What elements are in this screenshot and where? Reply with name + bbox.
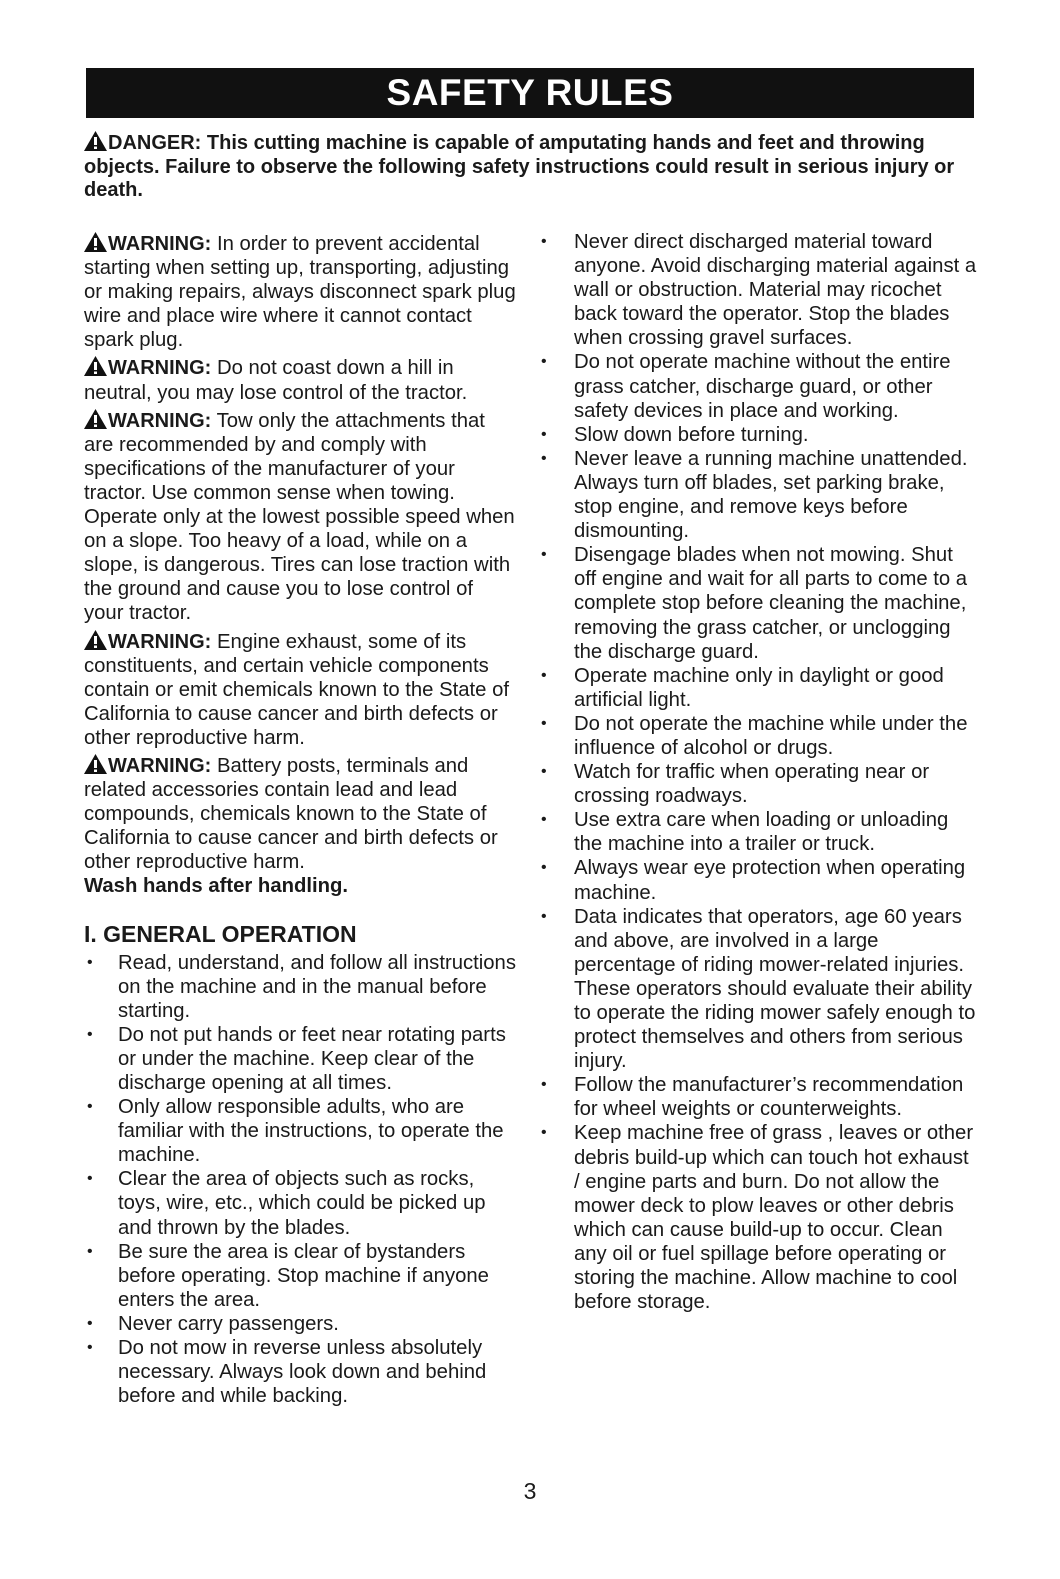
bullet-dot: • bbox=[541, 233, 547, 250]
list-item: • Only allow responsible adults, who are familiar with the instructions, to operate the machine. bbox=[87, 1096, 504, 1167]
page-title: SAFETY RULES bbox=[386, 72, 674, 113]
bullet-dot: • bbox=[541, 859, 547, 877]
bullet-dot: • bbox=[541, 763, 547, 781]
warning-paragraph bbox=[84, 754, 516, 899]
warning-text: Do not coast down a hill in neutral, you may lose control of the tractor. bbox=[84, 357, 468, 404]
bullet-dot: • bbox=[541, 714, 547, 732]
warning-triangle-icon bbox=[84, 356, 107, 376]
warning-text: Battery posts, terminals and related accessories contain lead and lead compounds, chemicals known to the State of California to cause cancer and birth defects or other reproductive harm. bbox=[84, 754, 498, 874]
bullet-dot: • bbox=[87, 953, 93, 971]
bullet-dot: • bbox=[541, 907, 547, 925]
warning-label: WARNING: bbox=[108, 630, 212, 653]
warning-text: Engine exhaust, some of its constituents, and certain vehicle components contain or emit chemicals known to the State of California to cause cancer and birth defects or other reproductive harm. bbox=[84, 630, 509, 749]
danger-label: DANGER: bbox=[108, 132, 202, 154]
bullet-dot: • bbox=[87, 1242, 93, 1260]
list-item: • Read, understand, and follow all instructions on the machine and in the manual before starting. bbox=[87, 951, 516, 1022]
warning-paragraph bbox=[84, 232, 516, 352]
danger-text: This cutting machine is capable of amputating hands and feet and throwing objects. Failure to observe the following safety instructions could result in serious injury or death. bbox=[84, 132, 955, 201]
warning-label: WARNING: bbox=[108, 409, 212, 432]
bullet-dot: • bbox=[87, 1098, 93, 1116]
list-item: • Watch for traffic when operating near or crossing roadways. bbox=[541, 761, 930, 808]
bullet-dot: • bbox=[87, 1339, 93, 1357]
danger-notice bbox=[84, 131, 984, 203]
warning-paragraph bbox=[84, 356, 516, 404]
warning-triangle-icon bbox=[84, 630, 107, 650]
warning-triangle-icon bbox=[84, 232, 107, 252]
page-title-banner bbox=[86, 68, 974, 118]
list-item: • Do not operate machine without the entire grass catcher, discharge guard, or other safety devices in place and working. bbox=[541, 351, 951, 422]
wash-hands-notice: Wash hands after handling. bbox=[84, 875, 349, 898]
warning-text: Tow only the attachments that are recommended by and comply with specifications of the manufacturer of your tractor. Use common sense when towing. Operate only at the lowest possible speed when on a slope. Too heavy of a load, while on a slope, is dangerous. Tires can lose traction with the ground and cause you to lose control of your tractor. bbox=[84, 409, 515, 625]
warning-triangle-icon bbox=[84, 409, 107, 429]
list-item: • Disengage blades when not mowing. Shut off engine and wait for all parts to come to a complete stop before cleaning the machine, removing the grass catcher, or unclogging the discharge guard. bbox=[541, 544, 968, 663]
bullet-dot: • bbox=[541, 425, 547, 443]
right-bullet-list bbox=[538, 230, 978, 1314]
list-item: • Be sure the area is clear of bystanders before operating. Stop machine if anyone enters the area. bbox=[87, 1240, 489, 1311]
list-item: • Never direct discharged material toward anyone. Avoid discharging material against a wall or obstruction. Material may ricochet back toward the operator. Stop the blades when crossing gravel surfaces. bbox=[541, 231, 977, 350]
list-item: • Operate machine only in daylight or good artificial light. bbox=[541, 664, 944, 711]
warning-label: WARNING: bbox=[108, 754, 212, 777]
bullet-dot: • bbox=[541, 546, 547, 564]
warning-paragraph bbox=[84, 409, 516, 626]
warning-triangle-icon bbox=[84, 131, 107, 151]
list-item: • Follow the manufacturer’s recommendation for wheel weights or counterweights. bbox=[541, 1074, 964, 1121]
bullet-dot: • bbox=[87, 1025, 93, 1043]
list-item: • Use extra care when loading or unloading the machine into a trailer or truck. bbox=[541, 809, 949, 856]
list-item: • Always wear eye protection when operating machine. bbox=[541, 857, 966, 904]
warning-text: In order to prevent accidental starting when setting up, transporting, adjusting or making repairs, always disconnect spark plug wire and place wire where it cannot contact spark plug. bbox=[84, 233, 516, 352]
bullet-dot: • bbox=[541, 666, 547, 684]
bullet-dot: • bbox=[541, 811, 547, 829]
list-item: • Do not mow in reverse unless absolutely necessary. Always look down and behind before and while backing. bbox=[87, 1337, 487, 1408]
section-title: I. GENERAL OPERATION bbox=[84, 920, 357, 947]
page-number: 3 bbox=[523, 1478, 537, 1504]
right-column bbox=[538, 230, 978, 1314]
bullet-dot: • bbox=[87, 1314, 93, 1332]
list-item: • Clear the area of objects such as rocks, toys, wire, etc., which could be picked up and thrown by the blades. bbox=[87, 1168, 486, 1239]
list-item: • Do not put hands or feet near rotating parts or under the machine. Keep clear of the discharge opening at all times. bbox=[87, 1023, 506, 1094]
left-bullet-list bbox=[84, 951, 516, 1409]
bullet-dot: • bbox=[541, 353, 547, 371]
bullet-dot: • bbox=[541, 1124, 547, 1142]
list-item: • Data indicates that operators, age 60 years and above, are involved in a large percentage of riding mower-related injuries. These operators should evaluate their ability to operate the riding mower safely enough to protect themselves and others from serious injury. bbox=[541, 905, 976, 1073]
warning-paragraph bbox=[84, 630, 516, 750]
list-item: • Do not operate the machine while under the influence of alcohol or drugs. bbox=[541, 712, 968, 759]
bullet-dot: • bbox=[541, 1076, 547, 1094]
bullet-dot: • bbox=[541, 449, 547, 467]
warning-label: WARNING: bbox=[108, 233, 212, 255]
list-item: • Never carry passengers. bbox=[87, 1312, 339, 1335]
warning-triangle-icon bbox=[84, 754, 107, 774]
left-column bbox=[84, 232, 516, 1408]
warning-label: WARNING: bbox=[108, 357, 212, 380]
list-item: • Never leave a running machine unattended. Always turn off blades, set parking brake, stop engine, and remove keys before dismounting. bbox=[541, 447, 968, 543]
bullet-dot: • bbox=[87, 1170, 93, 1188]
list-item: • Keep machine free of grass , leaves or other debris build-up which can touch hot exhaust / engine parts and burn. Do not allow the mower deck to plow leaves or other debris which can cause build-up to occur. Clean any oil or fuel spillage before operating or storing the machine. Allow machine to cool before storage. bbox=[541, 1122, 974, 1314]
list-item: • Slow down before turning. bbox=[541, 423, 809, 446]
